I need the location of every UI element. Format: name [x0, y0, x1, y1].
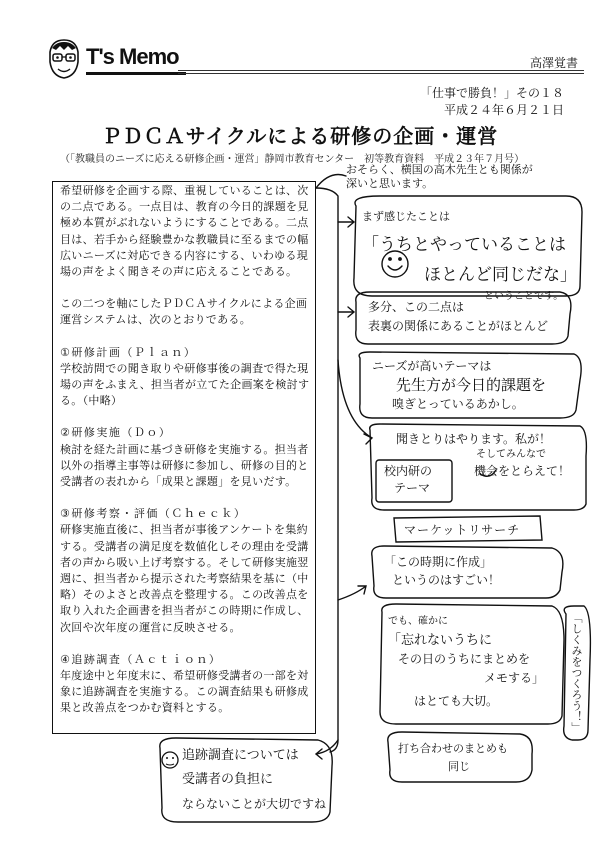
note-n9-line2: 「忘れないうちに: [388, 633, 493, 648]
section-check-heading: ③研修考察・評価（Ｃｈｅｃｋ）: [60, 507, 247, 521]
note-n2-line4: ということです。: [484, 291, 564, 302]
page-title: ＰＤＣＡサイクルによる研修の企画・運営: [101, 124, 499, 148]
note-n7: マーケットリサーチ: [404, 523, 521, 537]
note-n4-line3: 嗅ぎとっているあかし。: [392, 397, 524, 411]
note-n1: [346, 163, 533, 191]
section-plan-body: 学校訪問での聞き取りや研修事後の調査で得た現場の声をふまえ、担当者が立てた企画案を検討する。（中略）: [60, 361, 310, 408]
note-n6: [384, 463, 432, 497]
note-n3: [368, 298, 548, 336]
note-n4: [372, 357, 546, 414]
note-n6-line1: 校内研の: [384, 464, 433, 478]
note-n11: [398, 740, 508, 776]
note-n2-line2: 「うちとやっていることは: [362, 235, 566, 255]
series-label: 「仕事で勝負！」その１８: [419, 86, 564, 100]
note-n9-line3: その日のうちにまとめを: [398, 652, 531, 666]
system-paragraph: この二つを軸にしたＰＤＣＡサイクルによる企画運営システムは、次のとおりである。: [60, 297, 308, 327]
memo-logo: T's Memo: [86, 44, 179, 69]
note-n9-line1: でも、確かに: [388, 616, 448, 627]
note-n9: [388, 612, 544, 711]
note-n2-line1: まず感じたことは: [362, 210, 450, 223]
note-n2: [362, 208, 577, 302]
source-citation: （「教職員のニーズに応える研修企画・運営」静岡市教育センター 初等教育資料 平成２３年７月号）: [60, 154, 525, 165]
note-n5-line2: そしてみんなで: [476, 449, 546, 460]
note-n12-line1: 追跡調査については: [182, 748, 299, 763]
section-do-body: 検討を経た計画に基づき研修を実施する。担当者以外の指導主事等は研修に参加し、研修の目的と受講者の表れから「成果と課題」を見いだす。: [60, 442, 309, 489]
note-n5-line1: 聞きとりはやります。私が！: [396, 432, 552, 446]
section-do-heading: ②研修実施（Ｄｏ）: [60, 426, 172, 440]
note-n12-line3: ならないことが大切ですね: [182, 797, 327, 811]
note-n12-line2: 受講者の負担に: [182, 772, 274, 787]
note-n3-line2: 表裏の関係にあることがほとんど: [368, 319, 549, 333]
note-n8-line2: というのはすごい！: [392, 573, 501, 587]
note-n6-line2: テーマ: [394, 481, 431, 495]
section-plan-heading: ①研修計画（Ｐｌａｎ）: [60, 345, 197, 359]
note-n1-line2: 深いと思います。: [346, 177, 434, 190]
note-n8: [384, 553, 500, 589]
note-n5-line3: 機会をとらえて！: [474, 464, 571, 478]
note-n8-line1: 「この時期に作成」: [384, 555, 493, 569]
note-n9-line5: はとても大切。: [414, 694, 499, 708]
note-n10: 「しくみをつくろう！」: [570, 612, 583, 733]
note-n4-line1: ニーズが高いテーマは: [372, 359, 492, 373]
date-label: 平成２４年６月２１日: [443, 103, 564, 117]
note-n1-line1: おそらく、横国の高木先生とも関係が: [346, 163, 533, 176]
author-name: 高澤覚書: [529, 56, 578, 70]
section-check-body: 研修実施直後に、担当者が事後アンケートを集約する。受講者の満足度を数値化しその理由を受講者の声から吸い上げ考察する。そして研修実施翌週に、担当者から提示された考察結果を基に（中略）そのよさと改善点を整理する。この改善点を取り入れた企画書を担当者がこの時期に作成し、次回や次年度の運営に反映させる。: [60, 523, 309, 634]
intro-paragraph: 希望研修を企画する際、重視していることは、次の二点である。一点目は、教育の今日的課題を見極め本質がぶれないようにすることである。二点目は、若手から経験豊かな教職員に至るまでの幅広いニーズに対応できる内容にする、いわゆる現場の声をよく聞きその声に応えることである。: [60, 184, 309, 279]
note-n3-line1: 多分、この二点は: [368, 300, 465, 314]
section-action-body: 年度途中と年度末に、希望研修受講者の一部を対象に追跡調査を実施する。この調査結果も研修成果と改善点をつかむ資料とする。: [60, 669, 309, 715]
note-n11-line2: 同じ: [448, 760, 470, 773]
note-n12: [182, 744, 326, 816]
note-n2-line3: ほとんど同じだな」: [424, 265, 577, 285]
note-n4-line2: 先生方が今日的課題を: [396, 376, 547, 394]
note-n9-line4: メモする」: [484, 671, 545, 685]
note-n11-line1: 打ち合わせのまとめも: [398, 742, 508, 755]
section-action-heading: ④追跡調査（Ａｃｔｉｏｎ）: [60, 652, 222, 666]
